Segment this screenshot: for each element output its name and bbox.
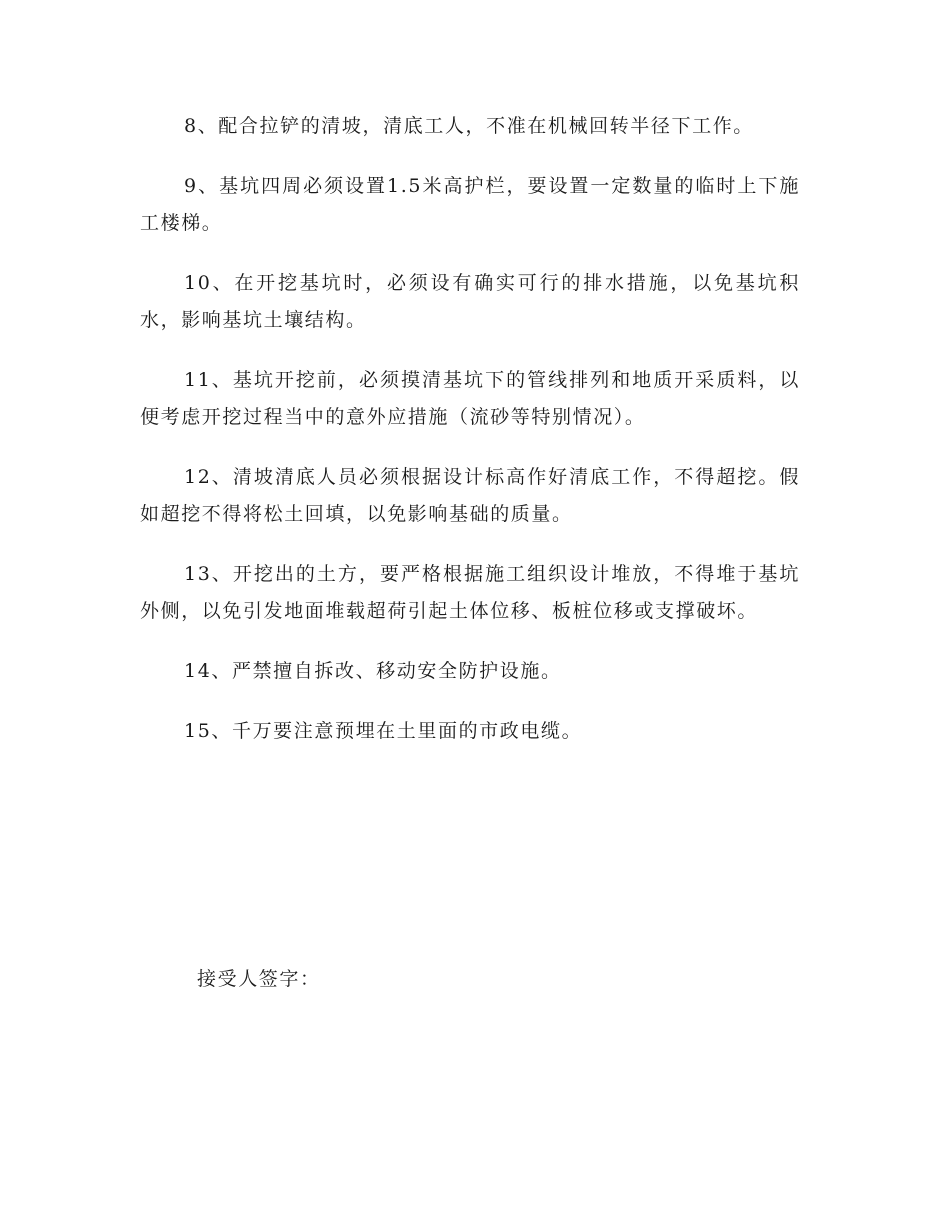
paragraph-item-14: 14、严禁擅自拆改、移动安全防护设施。 [184, 660, 562, 682]
paragraph-item-13: 13、开挖出的土方，要严格根据施工组织设计堆放，不得堆于基坑外侧，以免引发地面堆载超荷引起土体位移、板桩位移或支撑破坏。 [140, 563, 800, 622]
paragraph-item-10: 10、在开挖基坑时，必须设有确实可行的排水措施，以免基坑积水，影响基坑土壤结构。 [140, 272, 800, 331]
paragraph-item-11: 11、基坑开挖前，必须摸清基坑下的管线排列和地质开采质料，以便考虑开挖过程当中的意外应措施（流砂等特别情况）。 [140, 369, 800, 428]
paragraph-item-15: 15、千万要注意预埋在土里面的市政电缆。 [184, 720, 583, 742]
paragraph-item-9: 9、基坑四周必须设置1.5米高护栏，要设置一定数量的临时上下施工楼梯。 [140, 175, 800, 234]
paragraph-item-8: 8、配合拉铲的清坡，清底工人，不准在机械回转半径下工作。 [184, 115, 754, 137]
document-body [140, 108, 800, 773]
signature-label: 接受人签字： [197, 968, 321, 990]
paragraph-item-12: 12、清坡清底人员必须根据设计标高作好清底工作，不得超挖。假如超挖不得将松土回填，以免影响基础的质量。 [140, 466, 800, 525]
